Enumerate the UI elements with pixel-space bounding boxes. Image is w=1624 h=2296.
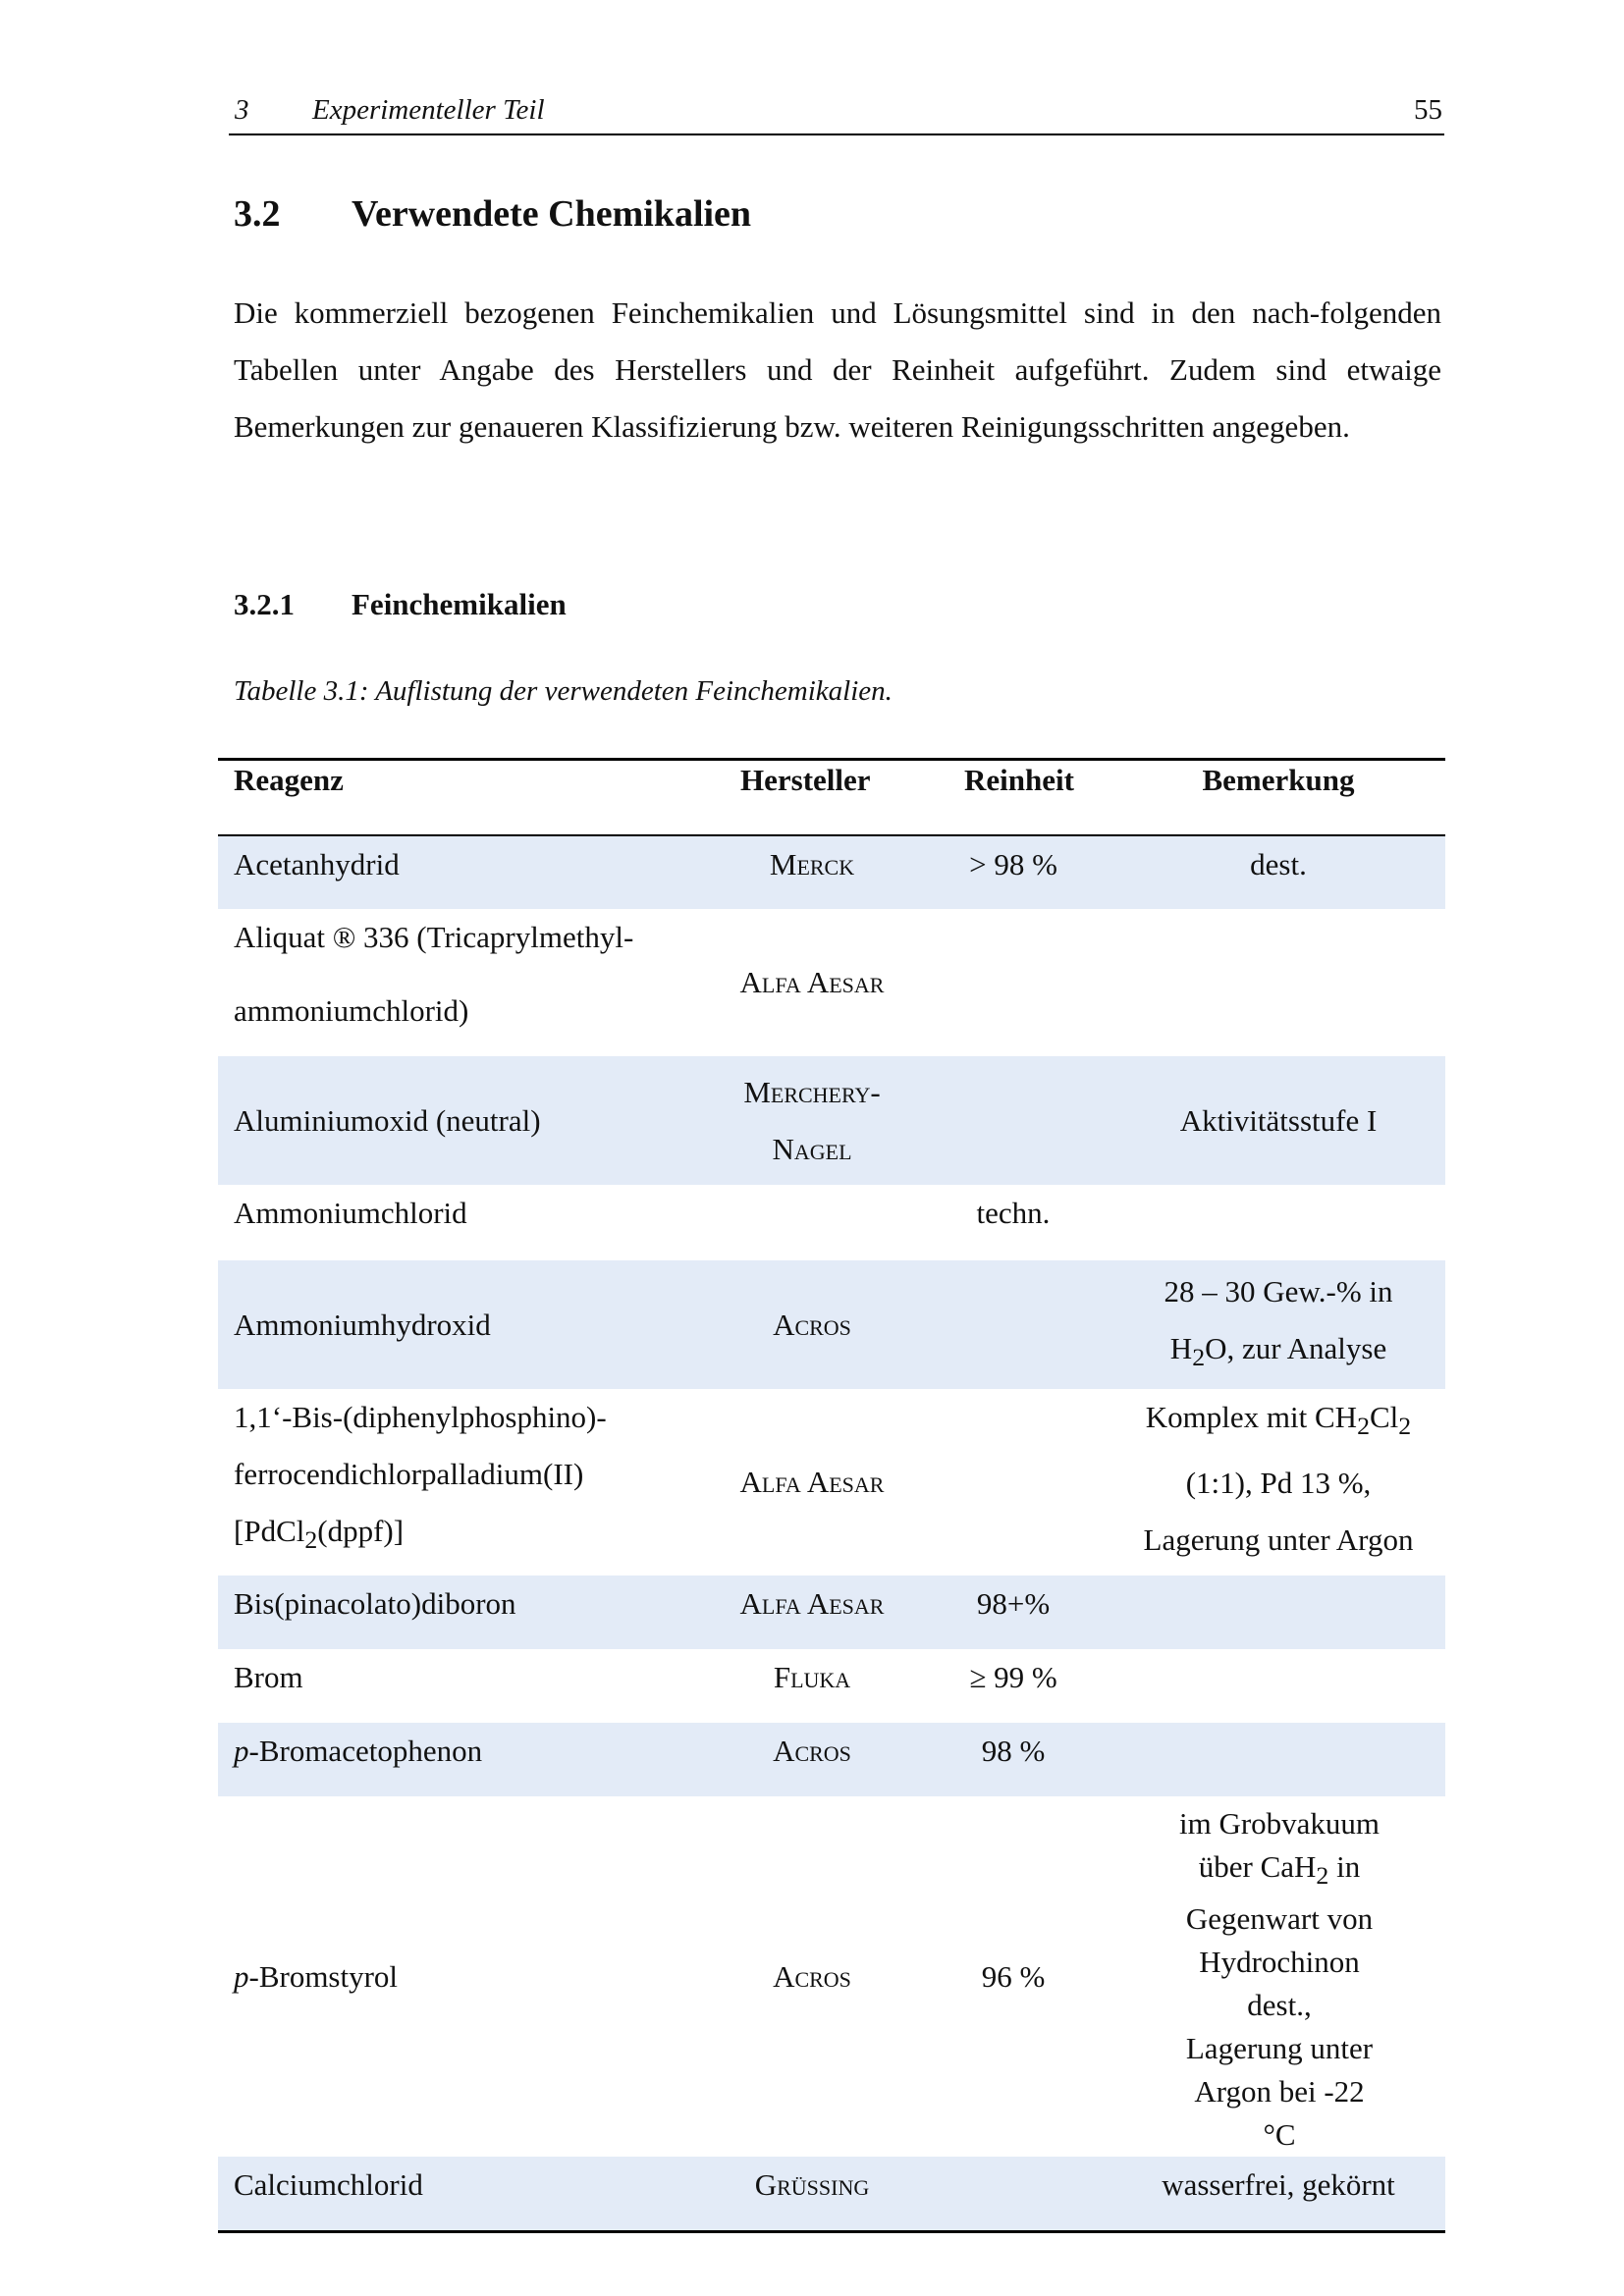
cell-remark-block (1176, 1802, 1382, 2157)
cell-purity: > 98 % (915, 835, 1111, 909)
subsection-number: 3.2.1 (234, 587, 295, 621)
reagent-text: -Bromstyrol (248, 1958, 399, 1994)
table-header-row (218, 761, 1445, 835)
reagent-subscript: 2 (304, 1525, 318, 1555)
cell-manufacturer (709, 1056, 915, 1185)
reagent-text: [PdCl (234, 1514, 305, 1548)
cell-reagent: Ammoniumchlorid (234, 1196, 467, 1230)
table-caption: Tabelle 3.1: Auflistung der verwendeten Feinchemikalien. (234, 675, 893, 707)
remark-text: Komplex mit CH (1145, 1400, 1358, 1434)
cell-remark-line: Gegenwart von (1185, 1901, 1374, 1937)
cell-remark (1111, 1389, 1445, 1575)
cell-purity: ≥ 99 % (969, 1660, 1057, 1694)
table-row (218, 1575, 1445, 1649)
chemicals-table (218, 758, 1445, 2233)
table-row (218, 2157, 1445, 2230)
table-row (218, 1185, 1445, 1260)
cell-manufacturer: Alfa Aesar (709, 1575, 915, 1649)
cell-purity (915, 909, 1111, 1056)
subsection-title: Feinchemikalien (352, 587, 567, 621)
cell-manufacturer: Acros (709, 1723, 915, 1796)
table-row (218, 1649, 1445, 1723)
cell-manufacturer: Merck (709, 835, 915, 909)
cell-remark (1111, 1260, 1445, 1389)
reagent-text: (dppf)] (317, 1514, 405, 1548)
cell-manufacturer: Fluka (773, 1660, 851, 1694)
header-remark: Bemerkung (1202, 763, 1355, 797)
remark-subscript: 2 (1398, 1412, 1412, 1441)
cell-reagent: Ammoniumhydroxid (218, 1260, 709, 1389)
cell-remark (1111, 1575, 1445, 1649)
subsection-heading (234, 587, 567, 622)
cell-remark (1111, 1723, 1445, 1796)
cell-remark-line: Argon bei -22 °C (1194, 2074, 1365, 2153)
cell-remark: wasserfrei, gekörnt (1111, 2157, 1445, 2230)
intro-paragraph: Die kommerziell bezogenen Feinchemikalien und Lösungsmittel sind in den nach-folgenden Tabellen unter Angabe des Herstellers und der Reinheit aufgeführt. Zudem sind etwaige Bemerkungen zur genaueren Klassifizierung bzw. weiteren Reinigungsschritten angegeben. (234, 295, 1441, 444)
table-row (218, 1723, 1445, 1796)
cell-reagent (218, 1723, 709, 1796)
table-row (218, 1389, 1445, 1575)
cell-reagent-line: Aliquat ® 336 (Tricaprylmethyl- (234, 920, 634, 954)
cell-manufacturer-line: Merchery- (743, 1074, 881, 1109)
table-row (218, 1796, 1445, 2157)
cell-manufacturer (709, 1185, 915, 1260)
cell-remark-line: (1:1), Pd 13 %, (1185, 1466, 1372, 1501)
section-title: Verwendete Chemikalien (352, 193, 752, 235)
cell-remark-line: Lagerung unter Argon (1143, 1522, 1414, 1558)
cell-remark (1111, 1796, 1445, 2157)
table-row (218, 909, 1445, 1056)
cell-purity: 98 % (915, 1723, 1111, 1796)
cell-reagent-line (234, 1503, 709, 1569)
cell-purity (915, 2157, 1111, 2230)
header-page-number: 55 (1414, 94, 1442, 126)
cell-reagent: Aluminiumoxid (neutral) (218, 1056, 709, 1185)
cell-purity: 98+% (915, 1575, 1111, 1649)
cell-purity (915, 1260, 1111, 1389)
cell-purity (915, 1389, 1111, 1575)
header-chapter-title: Experimenteller Teil (312, 94, 545, 126)
cell-manufacturer: Acros (709, 1260, 915, 1389)
cell-remark-line: Lagerung unter (1185, 2031, 1374, 2066)
cell-remark-line: im Grobvakuum (1178, 1806, 1380, 1841)
cell-manufacturer: Alfa Aesar (739, 1465, 885, 1499)
cell-reagent-line: 1,1‘-Bis-(diphenylphosphino)- (234, 1400, 607, 1434)
cell-reagent-line: ammoniumchlorid) (234, 993, 469, 1028)
section-heading (234, 192, 751, 236)
cell-remark (1111, 1185, 1445, 1260)
reagent-italic-prefix: p (234, 1958, 249, 1994)
running-header (229, 94, 1444, 135)
section-number: 3.2 (234, 193, 281, 235)
cell-remark: dest. (1111, 835, 1445, 909)
cell-reagent (218, 1796, 709, 2157)
cell-reagent: Calciumchlorid (218, 2157, 709, 2230)
cell-manufacturer-line: Nagel (772, 1131, 852, 1166)
remark-text: Cl (1369, 1400, 1399, 1434)
table-row (218, 835, 1445, 909)
cell-remark-line (1111, 1320, 1445, 1386)
cell-remark-line: 28 – 30 Gew.-% in (1164, 1273, 1393, 1308)
header-chapter-number: 3 (235, 94, 249, 126)
cell-manufacturer: Grüssing (709, 2157, 915, 2230)
chemicals-table-grid (218, 761, 1445, 2230)
header-reagent: Reagenz (234, 763, 344, 797)
cell-reagent: Bis(pinacolato)diboron (218, 1575, 709, 1649)
cell-reagent-line: ferrocendichlorpalladium(II) (234, 1457, 584, 1491)
remark-subscript: 2 (1192, 1343, 1206, 1372)
cell-remark-line (1176, 1845, 1382, 1897)
remark-subscript: 2 (1357, 1412, 1370, 1441)
cell-purity: 96 % (981, 1958, 1046, 1994)
remark-text: O, zur Analyse (1205, 1330, 1387, 1365)
header-manufacturer: Hersteller (740, 763, 871, 797)
table-row (218, 1260, 1445, 1389)
remark-text: H (1169, 1330, 1193, 1365)
cell-reagent (218, 909, 709, 1056)
cell-manufacturer: Alfa Aesar (739, 965, 885, 999)
cell-remark (1111, 1649, 1445, 1723)
remark-text: in (1328, 1849, 1361, 1884)
remark-text: über CaH (1198, 1849, 1317, 1884)
cell-remark: Aktivitätsstufe I (1111, 1056, 1445, 1185)
cell-remark-line: Hydrochinon dest., (1199, 1945, 1360, 2023)
reagent-text: -Bromacetophenon (248, 1734, 483, 1768)
table-row (218, 1056, 1445, 1185)
cell-reagent: Acetanhydrid (218, 835, 709, 909)
cell-manufacturer: Acros (773, 1958, 851, 1994)
cell-purity: techn. (976, 1196, 1051, 1230)
cell-reagent: Brom (234, 1660, 303, 1694)
header-purity: Reinheit (964, 763, 1074, 797)
cell-purity (915, 1056, 1111, 1185)
cell-reagent (218, 1389, 709, 1575)
cell-remark-line (1111, 1389, 1445, 1455)
cell-remark (1111, 909, 1445, 1056)
reagent-italic-prefix: p (234, 1734, 249, 1768)
remark-subscript: 2 (1316, 1861, 1329, 1891)
